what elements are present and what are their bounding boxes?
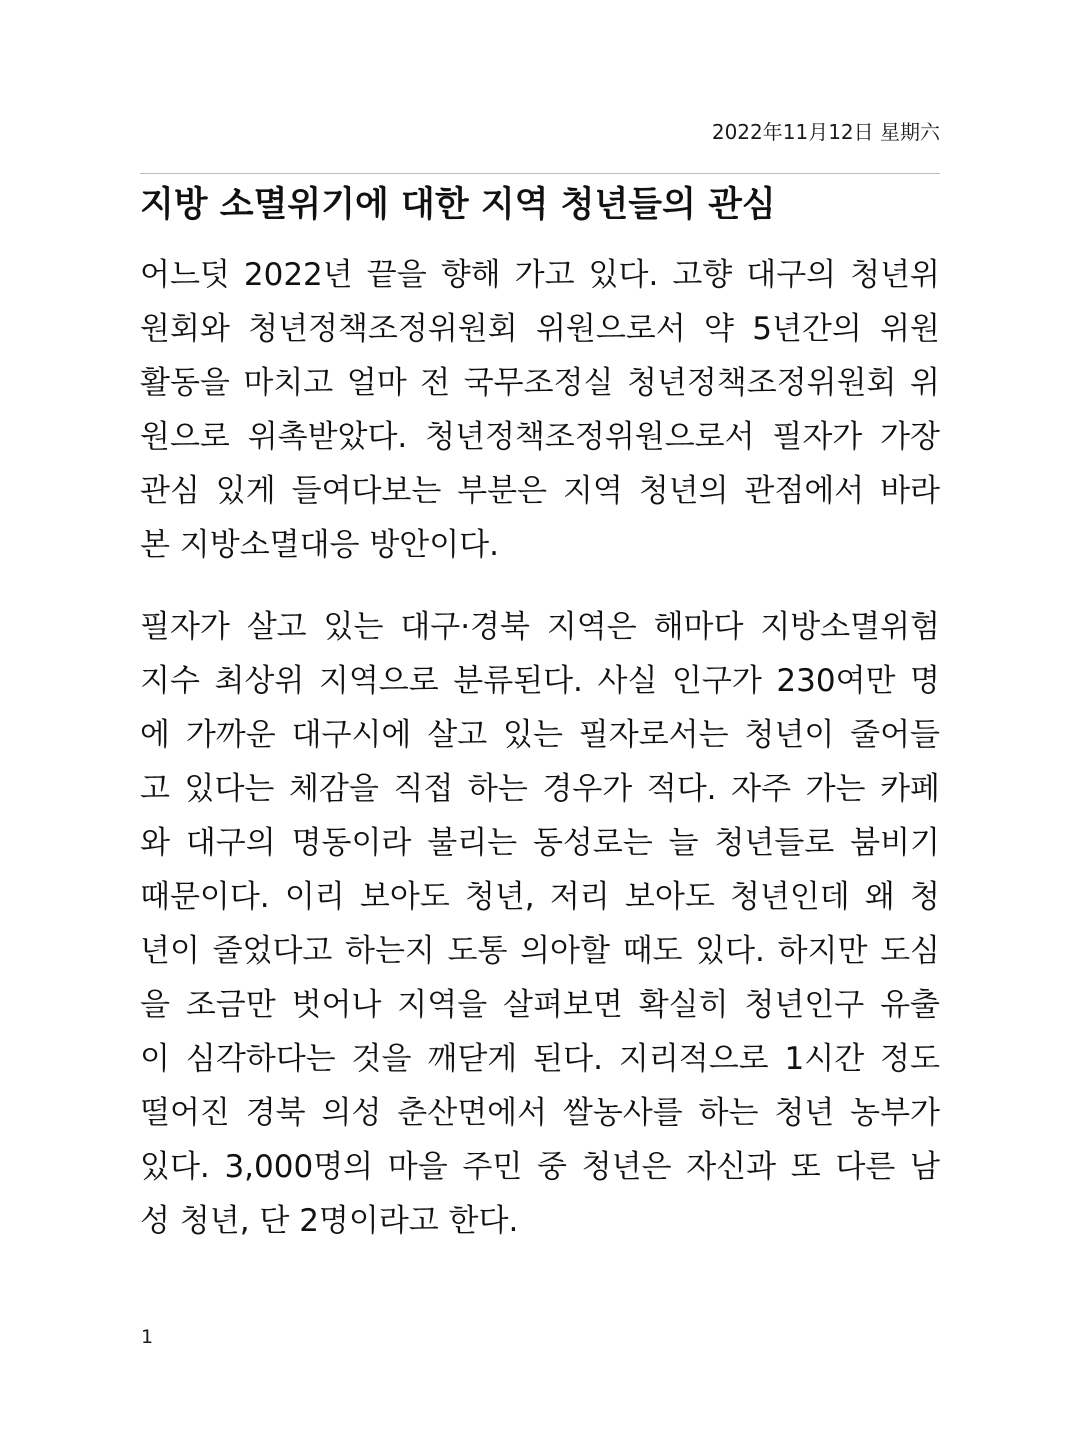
- article-title: 지방 소멸위기에 대한 지역 청년들의 관심: [140, 185, 776, 225]
- text-line: 원으로 위촉받았다. 청년정책조정위원으로서 필자가 가장: [140, 419, 940, 455]
- text-line: 이 심각하다는 것을 깨닫게 된다. 지리적으로 1시간 정도: [140, 1041, 940, 1077]
- text-line: 필자가 살고 있는 대구·경북 지역은 해마다 지방소멸위험: [140, 609, 940, 645]
- text-line: 있다. 3,000명의 마을 주민 중 청년은 자신과 또 다른 남: [140, 1149, 940, 1185]
- text-line: 관심 있게 들여다보는 부분은 지역 청년의 관점에서 바라: [140, 473, 940, 509]
- text-line: 지수 최상위 지역으로 분류된다. 사실 인구가 230여만 명: [140, 663, 940, 699]
- text-line: 성 청년, 단 2명이라고 한다.: [140, 1203, 519, 1239]
- text-line: 어느덧 2022년 끝을 향해 가고 있다. 고향 대구의 청년위: [140, 257, 940, 293]
- text-line: 활동을 마치고 얼마 전 국무조정실 청년정책조정위원회 위: [140, 365, 940, 401]
- text-line: 을 조금만 벗어나 지역을 살펴보면 확실히 청년인구 유출: [140, 987, 940, 1023]
- text-line: 고 있다는 체감을 직접 하는 경우가 적다. 자주 가는 카페: [140, 771, 940, 807]
- article-body: [140, 248, 940, 1248]
- date-header: 2022年11月12日 星期六: [711, 120, 940, 144]
- text-line: 년이 줄었다고 하는지 도통 의아할 때도 있다. 하지만 도심: [140, 933, 940, 969]
- paragraph: [140, 600, 940, 1248]
- text-line: 때문이다. 이리 보아도 청년, 저리 보아도 청년인데 왜 청: [140, 879, 940, 915]
- text-line: 에 가까운 대구시에 살고 있는 필자로서는 청년이 줄어들: [140, 717, 940, 753]
- text-line: 떨어진 경북 의성 춘산면에서 쌀농사를 하는 청년 농부가: [140, 1095, 940, 1131]
- paragraph: [140, 248, 940, 572]
- text-line: 와 대구의 명동이라 불리는 동성로는 늘 청년들로 붐비기: [140, 825, 940, 861]
- text-line: 원회와 청년정책조정위원회 위원으로서 약 5년간의 위원: [140, 311, 940, 347]
- header-divider: [140, 173, 940, 174]
- paragraph-spacer: [140, 572, 940, 600]
- text-line: 본 지방소멸대응 방안이다.: [140, 527, 499, 563]
- page-number: 1: [141, 1326, 154, 1348]
